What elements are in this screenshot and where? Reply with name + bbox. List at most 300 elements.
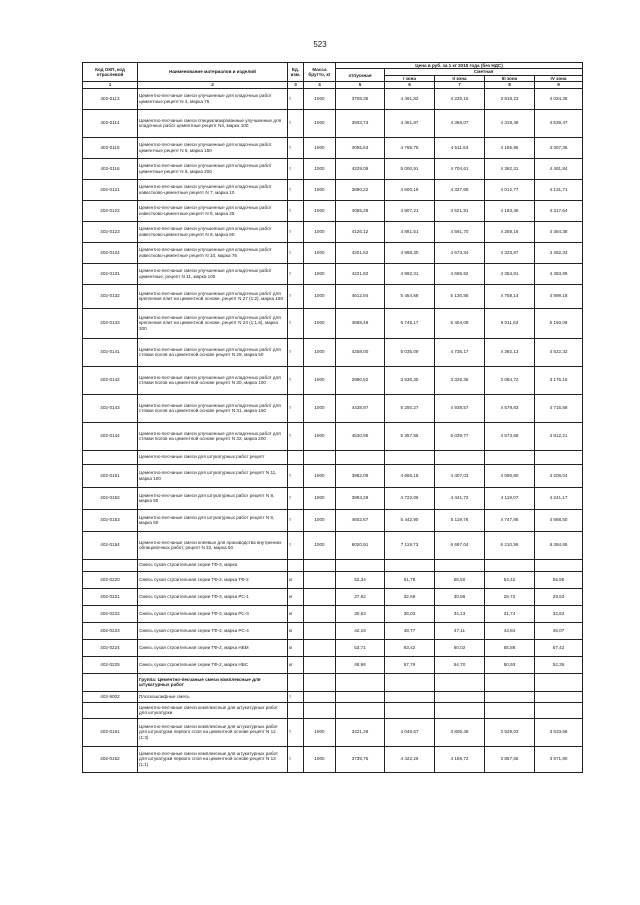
row-name: Цементно-песчаные смеси улучшенные для кладочных работ для стяжки полов на цементной основе рецепт N 29, марка 50 [138,338,288,366]
row-mass: 1000 [304,137,336,158]
header-zone2: II зона [435,75,485,81]
row-zone1-price: 36,03 [385,605,435,622]
table-row [83,263,583,284]
table-body [83,88,583,772]
row-unit: т [288,308,304,338]
row-mass: 1000 [304,308,336,338]
row-zone2-price: 6 697,04 [435,531,485,559]
row-code [83,702,138,718]
price-table [82,62,583,773]
row-zone3-price: 43,84 [485,622,535,639]
row-mass: 1000 [304,718,336,746]
row-zone3-price: 4 673,68 [485,422,535,450]
row-zone3-price: 4 185,95 [485,137,535,158]
row-name: Цементно-песчаные смеси улучшенные для кладочных работ цементные рецепт N 6, марка 200 [138,158,288,179]
row-release-price: 3739,75 [336,746,385,772]
row-zone4-price: 4 317,64 [535,200,583,221]
row-zone4-price [535,691,583,702]
row-code [83,559,138,571]
empty-cell [535,673,583,691]
row-zone2-price: 4 695,92 [435,263,485,284]
group-title: Цементно-песчаные смеси комплексные для штукатурных работ для штукатурки [138,702,288,718]
table-row [83,605,583,622]
row-zone2-price: 54,70 [435,656,485,673]
row-zone4-price: 4 462,33 [535,242,583,263]
row-name: Цементно-песчаные смеси для штукатурных работ рецепт N 8, марка 50 [138,487,288,509]
row-release-price [336,691,385,702]
row-name: Цементно-песчаные смеси для штукатурных работ рецепт N 6, марка 50 [138,509,288,531]
row-unit: т [288,109,304,137]
row-unit: т [288,242,304,263]
row-zone3-price: 3 529,03 [485,718,535,746]
row-zone4-price: 55,95 [535,571,583,588]
row-zone3-price: 4 012,77 [485,179,535,200]
empty-cell [304,702,336,718]
row-mass: 1000 [304,509,336,531]
row-zone4-price: 4 491,84 [535,158,583,179]
table-row [83,571,583,588]
row-name: Цементно-песчаные смеси улучшенные для кладочных работ для стяжки полов на цементной основе рецепт N 32, марка 200 [138,422,288,450]
row-zone2-price: 4 356,07 [435,109,485,137]
row-zone3-price: 54,42 [485,571,535,588]
row-zone2-price: 4 704,61 [435,158,485,179]
row-release-price: 48,96 [336,656,385,673]
row-name: Цементно-песчаные смеси улучшенные для кладочных работ известково-цементные рецепт N 7, марка 10 [138,179,288,200]
row-zone3-price: 3 857,55 [485,746,535,772]
row-zone2-price: 4 736,17 [435,338,485,366]
row-unit: т [288,88,304,109]
header-code: Код ОКП, код отраслевой [83,63,138,82]
row-code: 402-0224 [83,639,138,656]
row-zone1-price: 61,78 [385,571,435,588]
row-zone4-price: 4 899,18 [535,284,583,308]
table-row [83,464,583,487]
row-mass [304,571,336,588]
empty-cell [435,702,485,718]
row-zone1-price: 4 422,26 [385,746,435,772]
row-zone2-price: 4 407,03 [435,464,485,487]
row-name: Цементно-песчаные смеси улучшенные для кладочных работ цементные рецепт N 3, марка 75 [138,88,288,109]
column-number: 4 [304,82,336,88]
row-zone2-price: 5 130,85 [435,284,485,308]
row-unit: т [288,487,304,509]
table-row [83,531,583,559]
row-release-price: 3993,29 [336,487,385,509]
row-release-price: 4055,63 [336,137,385,158]
row-release-price: 52,34 [336,571,385,588]
empty-cell [288,450,304,464]
row-zone1-price: 5 745,17 [385,308,435,338]
table-row [83,338,583,366]
table-row [83,158,583,179]
row-zone4-price: 57,42 [535,639,583,656]
row-mass: 1000 [304,464,336,487]
row-code: 402-0132 [83,284,138,308]
group-title: Цементно-песчаные смеси для штукатурных работ рецепт [138,450,288,464]
row-zone3-price: 4 362,31 [485,158,535,179]
row-mass: 1000 [304,284,336,308]
row-code [83,450,138,464]
row-code: 402-0131 [83,263,138,284]
row-zone3-price: 4 319,49 [485,109,535,137]
row-mass [304,639,336,656]
row-zone3-price: 28,72 [485,588,535,605]
row-zone4-price: 4 483,89 [535,263,583,284]
row-name: Цементно-песчаные смеси улучшенные для кладочных работ для стяжки полов на цементной основе рецепт N 31, марка 150 [138,394,288,422]
row-mass: 1000 [304,88,336,109]
row-zone3-price: 4 258,16 [485,221,535,242]
row-zone4-price: 3 971,90 [535,746,583,772]
row-zone2-price: 5 039,77 [435,422,485,450]
row-zone1-price: 3 536,30 [385,366,435,394]
table-row [83,509,583,531]
row-zone3-price: 4 333,87 [485,242,535,263]
row-zone2-price: 5 119,76 [435,509,485,531]
row-zone4-price: 4 522,32 [535,338,583,366]
group-row [83,673,583,691]
empty-cell [485,559,535,571]
row-release-price: 53,71 [336,639,385,656]
column-number: 5 [336,82,385,88]
row-release-price: 3903,73 [336,109,385,137]
row-mass: 1000 [304,394,336,422]
row-mass: 1000 [304,179,336,200]
row-release-price: 27,62 [336,588,385,605]
header-estimate: Сметная [385,69,583,75]
row-zone1-price: 4 600,19 [385,179,435,200]
row-unit: т [288,746,304,772]
row-code: 402-0115 [83,137,138,158]
row-code: 402-0151 [83,464,138,487]
row-unit: т [288,200,304,221]
row-zone1-price: 4 807,21 [385,200,435,221]
group-title: Смесь сухая строительная серии ТФ-2, марка [138,559,288,571]
row-zone1-price: 4 685,18 [385,464,435,487]
row-unit: т [288,284,304,308]
row-code: 402-0121 [83,179,138,200]
row-name: Смесь сухая строительная серии ТФ-2, марка НБМ [138,639,288,656]
empty-cell [336,450,385,464]
row-zone4-price: 4 131,71 [535,179,583,200]
row-code: 402-0161 [83,718,138,746]
table-row [83,718,583,746]
row-name: Цементно-песчаные смеси улучшенные для кладочных работ известково-цементные рецепт N 9, марка 50 [138,221,288,242]
row-code: 402-0144 [83,422,138,450]
row-unit: т [288,221,304,242]
row-mass: 1000 [304,422,336,450]
row-name: Смесь сухая строительная серии ТФ-2, марка РС-3 [138,605,288,622]
row-code: 402-0116 [83,158,138,179]
row-unit: т [288,509,304,531]
column-number: 8 [485,82,535,88]
row-release-price: 4612,84 [336,284,385,308]
empty-cell [304,450,336,464]
row-zone3-price: 4 579,83 [485,394,535,422]
row-zone4-price: 4 539,47 [535,109,583,137]
empty-cell [485,673,535,691]
row-zone2-price: 60,02 [435,639,485,656]
row-mass: 1000 [304,487,336,509]
empty-cell [385,673,435,691]
row-code: 402-0142 [83,366,138,394]
row-unit: т [288,464,304,487]
row-zone1-price: 4 722,06 [385,487,435,509]
table-row [83,622,583,639]
row-zone2-price: 47,11 [435,622,485,639]
row-release-price: 2990,52 [336,366,385,394]
row-mass [304,656,336,673]
row-zone4-price: 6 394,65 [535,531,583,559]
row-zone2-price: 4 673,34 [435,242,485,263]
row-zone3-price: 50,93 [485,656,535,673]
row-unit: т [288,158,304,179]
row-zone2-price [435,691,485,702]
page-number: 523 [313,40,327,49]
row-zone1-price: 49,77 [385,622,435,639]
header-price-group: Цена в руб. за 1 кг 2015 года (без НДС) [336,63,583,69]
row-mass: 1000 [304,242,336,263]
row-zone4-price: 5 160,08 [535,308,583,338]
row-release-price: 4221,82 [336,263,385,284]
row-release-price: 3421,28 [336,718,385,746]
table-row [83,746,583,772]
row-name: Смесь сухая строительная серии ТФ-2, марка РС-4 [138,622,288,639]
row-name: Цементно-песчаные смеси улучшенные для кладочных работ известково-цементные рецепт N 8, марка 25 [138,200,288,221]
row-unit: кг [288,639,304,656]
row-release-price: 4858,49 [336,308,385,338]
row-zone1-price: 4 881,51 [385,221,435,242]
row-zone2-price: 58,50 [435,571,485,588]
empty-cell [304,559,336,571]
row-code [83,673,138,691]
row-name: Смесь сухая строительная серии ТФ-2, марка ТФ-2 [138,571,288,588]
row-mass [304,691,336,702]
row-unit: т [288,338,304,366]
row-name: Цементно-песчаные смеси комплексные для штукатурных работ для штукатурки первого слоя на цементной основе рецепт N 12 (1:3) [138,718,288,746]
row-name: Цементно-песчаные смеси улучшенные для кладочных работ для крепления плит на цементной основе, рецепт N 23 (1:1,5), марка 200 [138,308,288,338]
row-zone1-price: 4 992,31 [385,263,435,284]
row-unit: кг [288,605,304,622]
table-row [83,221,583,242]
header-mass: Масса брутто, кг [304,63,336,82]
column-number: 6 [385,82,435,88]
row-zone1-price [385,691,435,702]
table-row [83,588,583,605]
row-zone1-price: 7 119,73 [385,531,435,559]
row-code: 402-0223 [83,622,138,639]
empty-cell [435,450,485,464]
row-name: Цементно-песчаные смеси клеевые для производства внутренних облицовочных работ, рецепт N 32, марка 50 [138,531,288,559]
row-mass [304,622,336,639]
row-zone1-price: 4 765,75 [385,137,435,158]
row-mass: 1000 [304,746,336,772]
row-zone4-price: 4 307,35 [535,137,583,158]
row-zone1-price: 5 454,68 [385,284,435,308]
row-zone3-price: 5 011,53 [485,308,535,338]
row-release-price: 6020,91 [336,531,385,559]
row-zone2-price: 34,13 [435,605,485,622]
row-zone2-price: 4 159,72 [435,746,485,772]
row-mass [304,588,336,605]
column-number: 1 [83,82,138,88]
row-code: 402-0225 [83,656,138,673]
row-name: Цементно-песчаные смеси улучшенные для кладочных работ известково-цементные рецепт N 10, марка 75 [138,242,288,263]
row-zone3-price: 4 354,81 [485,263,535,284]
empty-cell [336,559,385,571]
row-zone4-price: 4 888,50 [535,509,583,531]
row-unit: т [288,422,304,450]
row-code: 402-0123 [83,221,138,242]
row-zone4-price: 4 384,38 [535,221,583,242]
row-code: 402-0114 [83,109,138,137]
row-unit: кг [288,571,304,588]
table-row [83,487,583,509]
row-zone3-price: 4 758,14 [485,284,535,308]
row-zone4-price: 52,35 [535,656,583,673]
row-release-price: 30,53 [336,605,385,622]
row-unit: т [288,263,304,284]
empty-cell [336,673,385,691]
row-zone2-price: 3 805,48 [435,718,485,746]
row-unit: т [288,531,304,559]
table-row [83,656,583,673]
row-release-price: 4530,95 [336,422,385,450]
row-zone3-price: 55,88 [485,639,535,656]
table-row [83,394,583,422]
row-zone3-price: 3 918,23 [485,88,535,109]
row-unit: т [288,394,304,422]
row-zone2-price: 4 225,15 [435,88,485,109]
empty-cell [385,559,435,571]
row-zone2-price: 4 441,72 [435,487,485,509]
row-zone2-price: 4 938,57 [435,394,485,422]
empty-cell [385,702,435,718]
row-name: Цементно-песчаные смеси улучшенные для кладочных работ для стяжки полов на цементной основе рецепт N 30, марка 100 [138,366,288,394]
row-name: Плоскошлифные смесь [138,691,288,702]
table-row [83,308,583,338]
empty-cell [288,673,304,691]
row-zone3-price: 3 084,72 [485,366,535,394]
table-row [83,179,583,200]
table-row [83,137,583,158]
row-mass: 1000 [304,531,336,559]
row-release-price: 4201,52 [336,242,385,263]
row-release-price: 3708,35 [336,88,385,109]
header-name: Наименование материалов и изделий [138,63,288,82]
group-row [83,702,583,718]
row-zone1-price: 57,79 [385,656,435,673]
row-unit: кг [288,656,304,673]
column-number: 2 [138,82,288,88]
row-unit: т [288,137,304,158]
empty-cell [535,450,583,464]
row-code: 402-0113 [83,88,138,109]
row-code: 402-0122 [83,200,138,221]
row-unit: кг [288,588,304,605]
row-release-price: 3890,22 [336,179,385,200]
row-release-price: 4438,97 [336,394,385,422]
header-unit: Ед. изм. [288,63,304,82]
row-release-price: 4258,00 [336,338,385,366]
row-release-price: 4602,67 [336,509,385,531]
row-unit: кг [288,622,304,639]
row-code: 402-0154 [83,531,138,559]
row-mass: 1000 [304,338,336,366]
row-code: 402-0133 [83,308,138,338]
row-name: Цементно-песчаные смеси улучшенные для кладочных работ цементные, рецепт N 11, марка 100 [138,263,288,284]
empty-cell [336,702,385,718]
row-code: 402-0153 [83,509,138,531]
row-zone4-price: 4 715,58 [535,394,583,422]
row-release-price: 4229,09 [336,158,385,179]
table-row [83,366,583,394]
row-unit: т [288,366,304,394]
row-zone2-price: 3 326,35 [435,366,485,394]
row-code: 402-0143 [83,394,138,422]
row-zone1-price: 4 045,67 [385,718,435,746]
row-name: Цементно-песчаные смеси для штукатурных работ рецепт N 11, марка 100 [138,464,288,487]
table-row [83,242,583,263]
row-name: Цементно-песчаные смеси улучшенные для кладочных работ для крепления плит на цементной основе, рецепт N 27 (1:2), марка 150 [138,284,288,308]
row-mass: 1000 [304,221,336,242]
row-release-price: 3962,09 [336,464,385,487]
row-zone4-price: 29,53 [535,588,583,605]
row-name: Цементно-песчаные смеси комплексные для штукатурных работ для штукатурки первого слоя на цементной основе рецепт N 13 (1:1) [138,746,288,772]
row-zone1-price: 5 035,09 [385,338,435,366]
empty-cell [385,450,435,464]
row-zone4-price: 3 633,66 [535,718,583,746]
row-zone2-price: 4 591,70 [435,221,485,242]
column-number: 9 [535,82,583,88]
row-mass: 1000 [304,366,336,394]
empty-cell [435,673,485,691]
row-code: 402-0222 [83,605,138,622]
row-zone4-price: 4 812,21 [535,422,583,450]
row-code: 402-0221 [83,588,138,605]
row-unit: т [288,179,304,200]
row-zone1-price: 32,59 [385,588,435,605]
table-row [83,109,583,137]
row-zone1-price: 4 491,82 [385,88,435,109]
row-unit: т [288,718,304,746]
row-zone2-price: 4 521,91 [435,200,485,221]
row-zone4-price: 3 176,16 [535,366,583,394]
row-code: 402-0152 [83,487,138,509]
empty-cell [288,559,304,571]
row-zone4-price: 4 241,17 [535,487,583,509]
table-row [83,422,583,450]
row-zone2-price: 4 327,69 [435,179,485,200]
row-zone2-price: 5 404,09 [435,308,485,338]
table-row [83,691,583,702]
row-code: 402-0141 [83,338,138,366]
row-release-price: 4065,29 [336,200,385,221]
row-code: 402-9002 [83,691,138,702]
empty-cell [304,673,336,691]
row-zone4-price: 4 034,36 [535,88,583,109]
row-unit: т [288,691,304,702]
row-mass [304,605,336,622]
row-zone1-price: 4 451,87 [385,109,435,137]
row-mass: 1000 [304,263,336,284]
row-name: Смесь сухая строительная серии ТФ-2, марка НБС [138,656,288,673]
row-zone1-price: 5 250,27 [385,394,435,422]
row-zone4-price: 32,62 [535,605,583,622]
row-zone3-price: 4 119,07 [485,487,535,509]
empty-cell [535,559,583,571]
row-name: Цементно-песчаные смеси улучшенные для кладочных работ цементные рецепт N 5, марка 150 [138,137,288,158]
row-zone3-price: 6 210,56 [485,531,535,559]
